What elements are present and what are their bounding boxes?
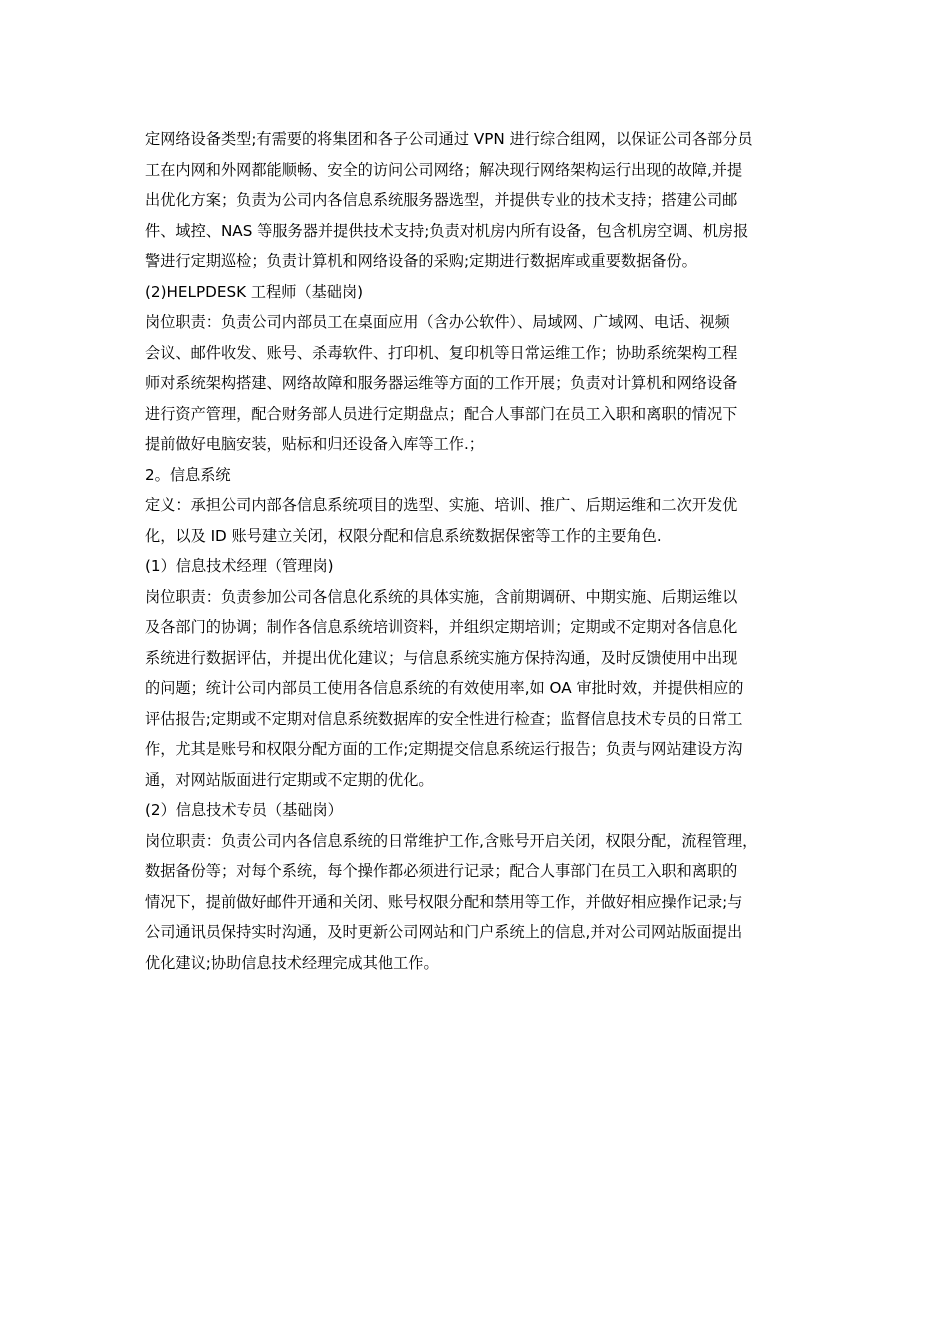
text-line: 优化建议;协助信息技术经理完成其他工作。 [145,953,439,972]
text-line: 及各部门的协调；制作各信息系统培训资料，并组织定期培训；定期或不定期对各信息化 [145,618,738,636]
text-line: 的问题；统计公司内部员工使用各信息系统的有效使用率,如 OA 审批时效，并提供相应的 [145,679,744,697]
text-line: 化，以及 ID 账号建立关闭，权限分配和信息系统数据保密等工作的主要角色. [145,526,662,545]
text-line: 岗位职责：负责参加公司各信息化系统的具体实施，含前期调研、中期实施、后期运维以 [145,587,738,606]
text-line: 定义：承担公司内部各信息系统项目的选型、实施、培训、推广、后期运维和二次开发优 [145,496,738,514]
text-line: 数据备份等；对每个系统，每个操作都必须进行记录；配合人事部门在员工入职和离职的 [145,862,738,880]
text-line: 岗位职责：负责公司内部员工在桌面应用（含办公软件）、局域网、广域网、电话、视频 [145,313,730,331]
text-line: 岗位职责：负责公司内各信息系统的日常维护工作,含账号开启关闭，权限分配，流程管理， [145,831,758,850]
text-line: 评估报告;定期或不定期对信息系统数据库的安全性进行检查；监督信息技术专员的日常工 [145,709,743,728]
text-line: 出优化方案；负责为公司内各信息系统服务器选型，并提供专业的技术支持；搭建公司邮 [145,191,738,209]
text-line: 定网络设备类型;有需要的将集团和各子公司通过 VPN 进行综合组网，以保证公司各部分员 [145,130,753,148]
section-heading: 2。信息系统 [145,465,231,484]
text-line: 作，尤其是账号和权限分配方面的工作;定期提交信息系统运行报告；负责与网站建设方沟 [145,740,743,758]
text-line: 提前做好电脑安装，贴标和归还设备入库等工作.； [145,435,484,453]
text-line: 公司通讯员保持实时沟通，及时更新公司网站和门户系统上的信息,并对公司网站版面提出 [145,923,743,941]
text-line: 通，对网站版面进行定期或不定期的优化。 [145,770,434,789]
document-body [145,124,815,978]
text-line: 件、域控、NAS 等服务器并提供技术支持;负责对机房内所有设备，包含机房空调、机房报 [145,221,749,240]
text-line: 会议、邮件收发、账号、杀毒软件、打印机、复印机等日常运维工作；协助系统架构工程 [145,343,738,362]
text-line: 进行资产管理，配合财务部人员进行定期盘点；配合人事部门在员工入职和离职的情况下 [145,404,738,423]
section-heading: (2)HELPDESK 工程师（基础岗) [145,282,364,301]
text-line: 情况下，提前做好邮件开通和关闭、账号权限分配和禁用等工作，并做好相应操作记录;与 [145,892,743,911]
text-line: 工在内网和外网都能顺畅、安全的访问公司网络；解决现行网络架构运行出现的故障,并提 [145,160,743,179]
text-line: 警进行定期巡检；负责计算机和网络设备的采购;定期进行数据库或重要数据备份。 [145,252,697,270]
section-heading: (1）信息技术经理（管理岗) [145,557,334,575]
section-heading: (2）信息技术专员（基础岗） [145,801,343,819]
text-line: 师对系统架构搭建、网络故障和服务器运维等方面的工作开展；负责对计算机和网络设备 [145,374,738,392]
text-line: 系统进行数据评估，并提出优化建议；与信息系统实施方保持沟通，及时反馈使用中出现 [145,648,738,667]
